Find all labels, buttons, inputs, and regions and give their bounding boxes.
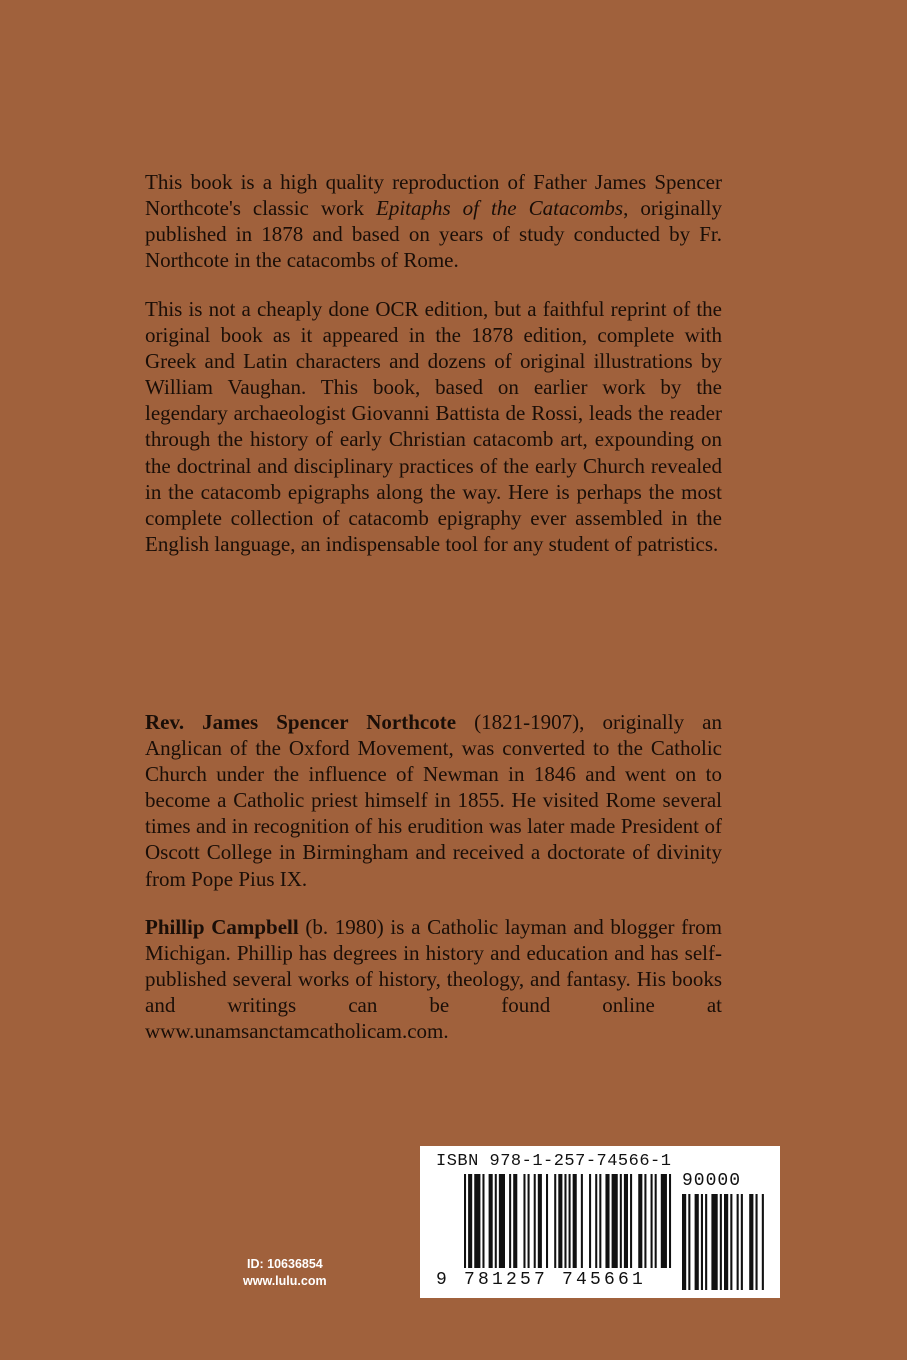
barcode-bar — [638, 1174, 642, 1268]
description-p1-before: This book is a high quality reproduction of Father James Spencer Northcote's classic work — [145, 170, 722, 221]
barcode-bar — [655, 1174, 657, 1268]
barcode-addon-bar — [724, 1194, 728, 1290]
barcode-bar — [630, 1174, 632, 1268]
barcode-bar — [538, 1174, 542, 1268]
barcode-addon-bar — [711, 1194, 717, 1290]
editor-name: Phillip Campbell — [145, 915, 299, 939]
barcode-addon-bar — [737, 1194, 739, 1290]
barcode-addon-bar — [682, 1194, 686, 1290]
barcode-bar — [564, 1174, 566, 1268]
author-name: Rev. James Spencer Northcote — [145, 710, 457, 734]
barcode-addon-bar — [688, 1194, 690, 1290]
barcode-bar — [605, 1174, 609, 1268]
barcode-bar — [509, 1174, 511, 1268]
lulu-url: www.lulu.com — [243, 1274, 327, 1288]
barcode-bar — [523, 1174, 525, 1268]
barcode-bar — [599, 1174, 601, 1268]
barcode-bar — [573, 1174, 577, 1268]
barcode-addon-bar — [695, 1194, 699, 1290]
barcode-bar — [474, 1174, 480, 1268]
barcode-addon-bar — [701, 1194, 703, 1290]
barcode-bar — [495, 1174, 497, 1268]
barcode-bar — [661, 1174, 667, 1268]
barcode-addon-bar — [705, 1194, 707, 1290]
barcode-addon-bar — [741, 1194, 743, 1290]
barcode-addon-bar — [762, 1194, 764, 1290]
barcode-bar — [644, 1174, 646, 1268]
description-paragraph-2: This is not a cheaply done OCR edition, but a faithful reprint of the original book as it appeared in the 1878 edition, complete with Greek and Latin characters and dozens of original illustrations by William Vaughan. This book, based on earlier work by the legendary archaeologist Giovanni Battista de Rossi, leads the reader through the history of early Christian catacomb art, expounding on the doctrinal and disciplinary practices of the early Church revealed in the catacomb epigraphs along the way. Here is perhaps the most complete collection of catacomb epigraphy ever assembled in the English language, an indispensable tool for any student of patristics. — [145, 297, 722, 556]
isbn-label: ISBN 978-1-257-74566-1 — [436, 1152, 672, 1171]
barcode-bar — [464, 1174, 466, 1268]
barcode-addon-price: 90000 — [682, 1171, 742, 1191]
barcode-bar — [624, 1174, 628, 1268]
description-p1-after: , originally published in 1878 and based on years of study conducted by Fr. Northcote in the catacombs of Rome. — [145, 196, 722, 273]
isbn-barcode — [420, 1146, 780, 1298]
barcode-bar — [589, 1174, 591, 1268]
barcode-bar — [595, 1174, 597, 1268]
barcode-bar — [669, 1174, 671, 1268]
barcode-addon-bar — [730, 1194, 732, 1290]
author-bio-text: (1821-1907), originally an Anglican of the Oxford Movement, was converted to the Catholic Church under the influence of Newman in 1846 and went on to become a Catholic priest himself in 1855. He visited Rome several times and in recognition of his erudition was later made President of Oscott College in Birmingham and received a doctorate of divinity from Pope Pius IX. — [145, 710, 722, 891]
barcode-bar — [499, 1174, 505, 1268]
barcode-bar — [546, 1174, 548, 1268]
barcode-bar — [482, 1174, 484, 1268]
barcode-bar — [620, 1174, 622, 1268]
barcode-bar — [489, 1174, 493, 1268]
barcode-addon-bar — [756, 1194, 758, 1290]
author-bio — [145, 709, 722, 892]
barcode-bar — [612, 1174, 618, 1268]
barcode-digits: 9 781257 745661 — [436, 1270, 647, 1290]
barcode-bar — [651, 1174, 653, 1268]
editor-bio — [145, 914, 722, 1044]
barcode-bar — [581, 1174, 583, 1268]
barcode-bar — [513, 1174, 517, 1268]
barcode-bar — [569, 1174, 571, 1268]
barcode-bar — [528, 1174, 530, 1268]
editor-bio-text: (b. 1980) is a Catholic layman and blogger from Michigan. Phillip has degrees in history and education and has self-published several works of history, theology, and fantasy. His books and writings can be found online at www.unamsanctamcatholicam.com. — [145, 915, 722, 1044]
barcode-bar — [554, 1174, 556, 1268]
barcode-bar — [558, 1174, 562, 1268]
book-title: Epitaphs of the Catacombs — [376, 196, 624, 221]
barcode-bar — [534, 1174, 536, 1268]
barcode-bar — [468, 1174, 472, 1268]
barcode-addon-bar — [720, 1194, 722, 1290]
lulu-id-label: ID: 10636854 — [247, 1257, 323, 1271]
barcode-addon-bar — [749, 1194, 753, 1290]
description-paragraph-1 — [145, 169, 722, 273]
